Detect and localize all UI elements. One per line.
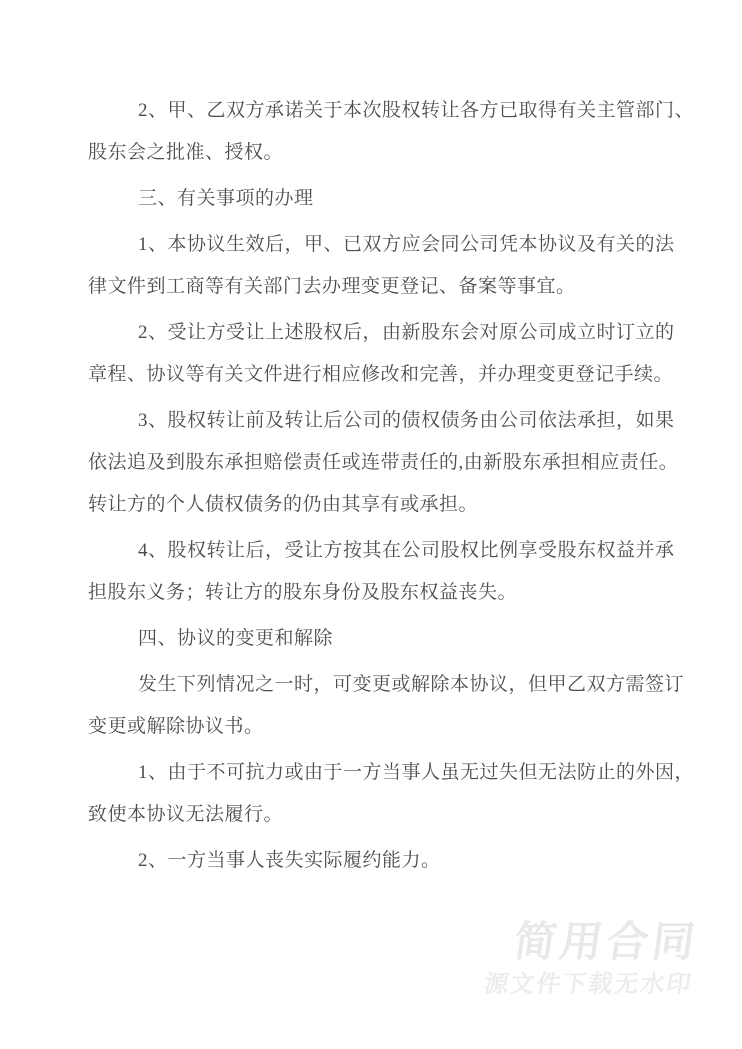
text-line: 转让方的个人债权债务的仍由其享有或承担。	[88, 494, 479, 515]
text-line: 四、协议的变更和解除	[138, 628, 334, 649]
text-line: 3、股权转让前及转让后公司的债权债务由公司依法承担，如果	[138, 410, 675, 431]
text-line: 变更或解除协议书。	[88, 716, 264, 737]
text-line: 4、股权转让后，受让方按其在公司股权比例享受股东权益并承	[138, 540, 675, 561]
text-line: 担股东义务；转让方的股东身份及股东权益丧失。	[88, 582, 518, 603]
watermark-subtitle: 源文件下载无水印	[482, 971, 695, 998]
paragraph	[88, 752, 694, 836]
text-line: 2、甲、乙双方承诺关于本次股权转让各方已取得有关主管部门、	[138, 100, 695, 121]
section-heading	[88, 618, 694, 660]
watermark	[482, 919, 701, 999]
text-line: 2、受让方受让上述股权后，由新股东会对原公司成立时订立的	[138, 322, 675, 343]
text-line: 致使本协议无法履行。	[88, 804, 284, 825]
text-line: 依法追及到股东承担赔偿责任或连带责任的,由新股东承担相应责任。	[88, 452, 679, 473]
watermark-title: 简用合同	[511, 918, 702, 965]
text-line: 2、一方当事人丧失实际履约能力。	[138, 850, 441, 871]
paragraph	[88, 312, 694, 396]
paragraph	[88, 664, 694, 748]
text-line: 三、有关事项的办理	[138, 188, 314, 209]
text-line: 发生下列情况之一时，可变更或解除本协议，但甲乙双方需签订	[138, 674, 685, 695]
text-line: 章程、协议等有关文件进行相应修改和完善，并办理变更登记手续。	[88, 364, 674, 385]
text-line: 律文件到工商等有关部门去办理变更登记、备案等事宜。	[88, 276, 576, 297]
text-line: 1、本协议生效后，甲、已双方应会同公司凭本协议及有关的法	[138, 234, 675, 255]
paragraph	[88, 840, 694, 882]
section-heading	[88, 178, 694, 220]
paragraph	[88, 530, 694, 614]
document-body	[88, 90, 694, 886]
text-line: 股东会之批准、授权。	[88, 142, 284, 163]
paragraph	[88, 224, 694, 308]
paragraph	[88, 400, 694, 526]
paragraph	[88, 90, 694, 174]
text-line: 1、由于不可抗力或由于一方当事人虽无过失但无法防止的外因，	[138, 762, 695, 783]
